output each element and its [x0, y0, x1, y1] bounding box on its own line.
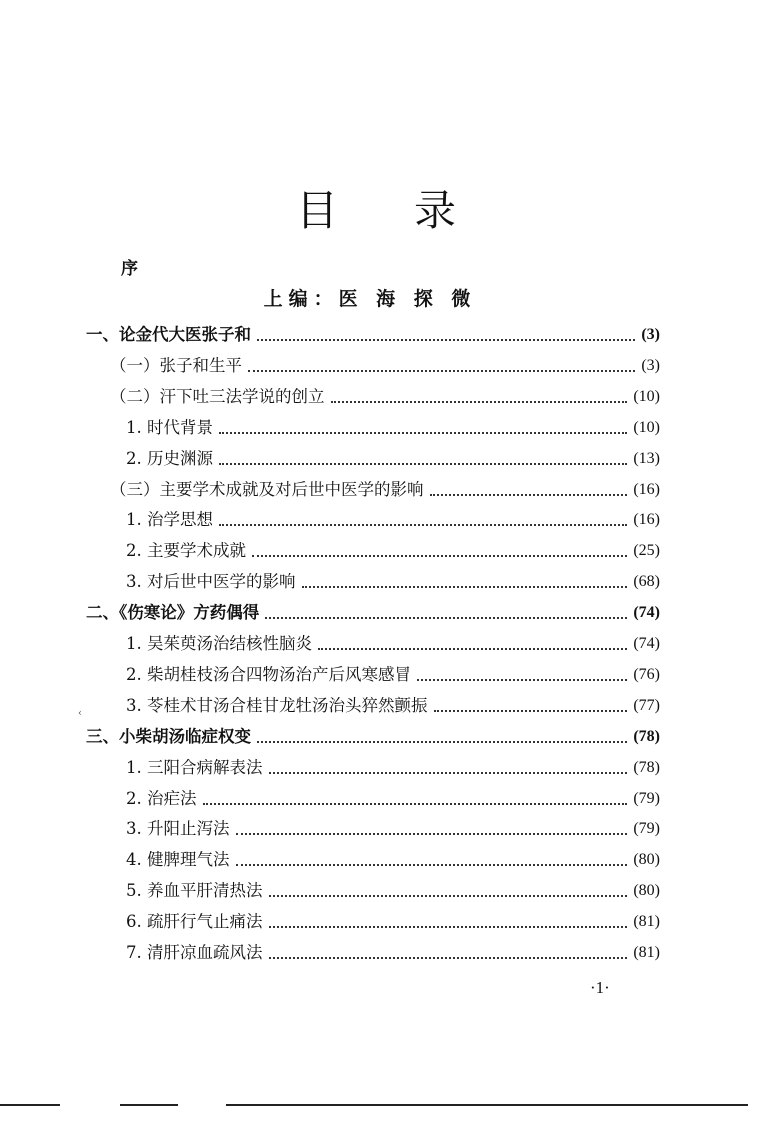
dot-leader [236, 864, 628, 866]
toc-entry-label: 1. 吴茱萸汤治结核性脑炎 [126, 634, 312, 653]
toc-entry-page: (78) [633, 758, 660, 776]
toc-entry-page: (79) [633, 789, 660, 807]
toc-entry-label: 3. 对后世中医学的影响 [126, 572, 296, 592]
toc-entry-label: 3. 苓桂术甘汤合桂甘龙牡汤治头猝然颤振 [126, 695, 428, 715]
dot-leader [203, 803, 628, 805]
toc-entry[interactable] [126, 508, 660, 532]
dot-leader [219, 432, 627, 434]
toc-title-char-1: 目 [296, 186, 339, 235]
toc-entry-page: (79) [633, 820, 660, 838]
toc-entry[interactable] [126, 879, 660, 903]
toc-entry-page: (10) [633, 387, 660, 405]
toc-entry-label: 3. 升阳止泻法 [126, 819, 230, 839]
toc-entry-page: (10) [633, 418, 660, 436]
toc-entry-label: 一、论金代大医张子和 [86, 325, 251, 344]
toc-entry[interactable] [126, 910, 660, 934]
toc-entry-page: (80) [633, 882, 660, 900]
dot-leader [434, 710, 628, 712]
toc-entry-page: (16) [633, 480, 660, 498]
dot-leader [236, 833, 628, 835]
dot-leader [219, 463, 627, 465]
toc-entry-page: (77) [633, 696, 660, 714]
toc-entry-page: (3) [641, 356, 660, 374]
toc-entry[interactable] [86, 323, 660, 347]
toc-entry[interactable] [86, 601, 660, 625]
page-number: ·1· [590, 978, 610, 997]
toc-entry-page: (81) [633, 913, 660, 931]
toc-entry[interactable] [126, 787, 660, 811]
toc-entry[interactable] [126, 848, 660, 872]
dot-leader [252, 555, 627, 557]
dot-leader [269, 926, 628, 928]
toc-entry-label: 三、小柴胡汤临症权变 [86, 726, 251, 746]
toc-entry-label: 1. 治学思想 [126, 510, 213, 530]
toc-entry-label: 7. 清肝凉血疏风法 [126, 943, 263, 962]
toc-entry[interactable] [126, 694, 660, 718]
dot-leader [265, 617, 627, 619]
dot-leader [269, 772, 628, 774]
toc-entry[interactable] [126, 632, 660, 656]
toc-entry-label: 1. 时代背景 [126, 417, 213, 437]
toc-entry[interactable] [110, 478, 660, 502]
dot-leader [269, 957, 628, 959]
dot-leader [257, 741, 627, 743]
toc-entry-label: 4. 健脾理气法 [126, 850, 230, 870]
toc-entry-preface[interactable]: 序 [121, 259, 138, 279]
toc-entry[interactable] [126, 416, 660, 440]
dot-leader [248, 370, 635, 372]
dot-leader [257, 339, 635, 341]
toc-entry-page: (78) [633, 727, 660, 745]
toc-entry-label: （一）张子和生平 [110, 355, 242, 375]
toc-entry-label: 2. 治疟法 [126, 788, 197, 808]
scan-edge-line [226, 1104, 748, 1106]
toc-entry-page: (25) [633, 542, 660, 560]
dot-leader [331, 401, 628, 403]
toc-entry[interactable] [126, 817, 660, 841]
toc-entry-label: 5. 养血平肝清热法 [126, 881, 263, 901]
toc-entry-label: 2. 主要学术成就 [126, 541, 246, 561]
toc-entry-label: 二、《伤寒论》方药偶得 [86, 603, 260, 623]
toc-entry-label: （二）汗下吐三法学说的创立 [110, 386, 325, 406]
toc-entry-page: (13) [633, 449, 660, 467]
part-heading: 上编：医 海 探 微 [263, 288, 477, 310]
toc-entry-page: (74) [633, 604, 660, 622]
toc-entry-page: (3) [641, 326, 660, 343]
toc-entry[interactable] [126, 447, 660, 471]
toc-entry[interactable] [110, 385, 660, 409]
toc-entry[interactable] [110, 354, 660, 378]
dot-leader [219, 524, 627, 526]
toc-entry-label: 1. 三阳合病解表法 [126, 757, 263, 777]
scan-edge-line [120, 1104, 178, 1106]
toc-entry[interactable] [126, 570, 660, 594]
toc-entry-page: (81) [633, 944, 660, 961]
toc-entry[interactable] [86, 725, 660, 749]
dot-leader [302, 586, 628, 588]
scan-edge-line [0, 1104, 60, 1106]
toc-entry-label: 2. 历史渊源 [126, 448, 213, 468]
toc-entry[interactable] [126, 941, 660, 965]
toc-entry-page: (74) [633, 635, 660, 652]
toc-entry-label: 6. 疏肝行气止痛法 [126, 912, 263, 932]
toc-entry[interactable] [126, 539, 660, 563]
toc-entry-page: (16) [633, 511, 660, 529]
toc-entry-label: （三）主要学术成就及对后世中医学的影响 [110, 479, 424, 499]
dot-leader [269, 895, 628, 897]
toc-entry-label: 2. 柴胡桂枝汤合四物汤治产后风寒感冒 [126, 664, 411, 684]
toc-entry-page: (68) [633, 573, 660, 591]
toc-title-char-2: 录 [414, 186, 457, 235]
toc-entry[interactable] [126, 663, 660, 687]
toc-entry-page: (76) [633, 665, 660, 683]
dot-leader [318, 648, 627, 650]
dot-leader [417, 679, 627, 681]
toc-entry[interactable] [126, 756, 660, 780]
toc-entry-page: (80) [633, 851, 660, 869]
dot-leader [430, 494, 628, 496]
scan-mark: ‹ [78, 708, 82, 719]
